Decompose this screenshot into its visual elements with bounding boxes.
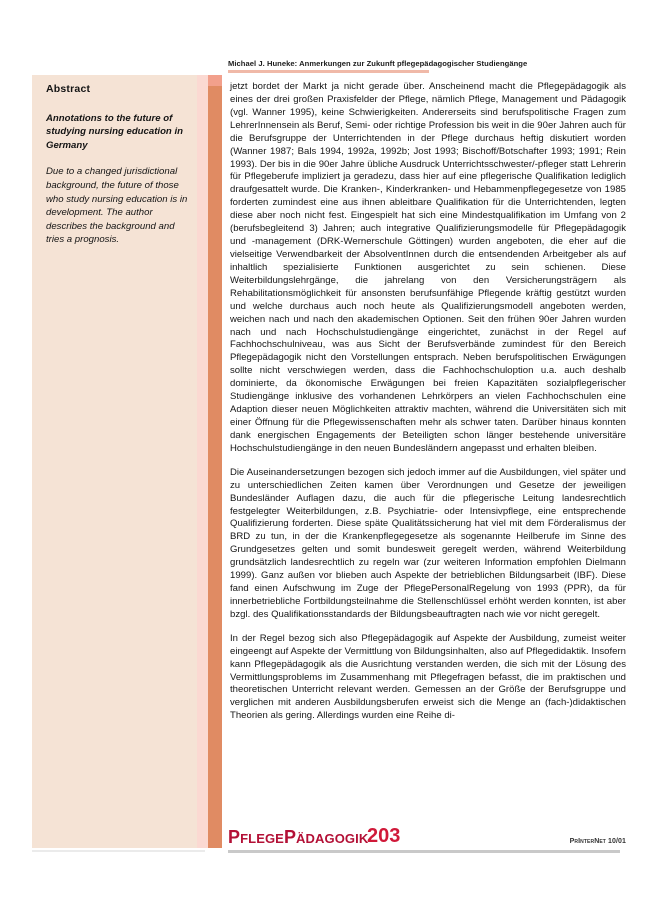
abstract-text: Due to a changed jurisdictional background, the future of those who study nursing education is in development. The author describes the background and tries a prognosis. <box>46 166 188 246</box>
page-number: 203 <box>367 825 401 847</box>
footer-rule <box>228 850 620 853</box>
abstract-box <box>32 75 205 848</box>
journal-logo: PflegePädagogik <box>228 827 369 847</box>
column-divider-orange-cap <box>208 75 222 86</box>
issue-label: PrInterNet 10/01 <box>569 838 626 845</box>
abstract-heading: Annotations to the future of studying nursing education in Germany <box>46 112 183 151</box>
column-divider-pink <box>197 75 208 848</box>
running-head-rule <box>228 70 429 73</box>
abstract-bottom-rule <box>32 850 205 852</box>
body-paragraph: In der Regel bezog sich also Pflegepädagogik auf Aspekte der Ausbildung, zumeist weiter eingeengt auf Aspekte der Vermittlung von Bildungsinhalten, also auf Pflegedidaktik. Insofern kann Pflegepädagogik als die Ausrichtung verstanden werden, die sich mit der Lösung des Vermittlungsproblems im Zusammenhang mit Pflegefragen befasst, die im praktischen und theoretischen Unterricht relevant werden. Gemessen an der Größe der Berufsgruppe und verglichen mit anderen Ausbildungsberufen erweist sich die Menge an (fach-)didaktischen Theorien als gering. Allerdings wurden eine Reihe di- <box>230 632 626 722</box>
body-paragraph: Die Auseinandersetzungen bezogen sich jedoch immer auf die Ausbildungen, viel später und zu unterschiedlichen Zeiten kamen über Verordnungen und Gesetze der jeweiligen Bundesländer Auflagen dazu, die auch für die pflegerische Leitung landesrechtlich festgelegter Weiterbildungen, z.B. Psychiatrie- oder Intensivpflege, eine entsprechende Qualifizierung forderten. Diese späte Qualitätssicherung hat viel mit dem Förderalismus der BRD zu tun, in der die Krankenpflegegesetze als sogenannte Heilberufe im Sinne des Grundgesetzes gelten und somit bundesweit geregelt werden, während Weiterbildung grundsätzlich landesrechtlich zu regeln war (zur weiteren Information empfohlen Dielmann 1999). Ganz außen vor blieben auch Aspekte der betrieblichen Bildungsarbeit (IBF). Diese fand einen Aufschwung im Zuge der PflegePersonalRegelung von 1993 (PPR), da für innerbetriebliche Fortbildungsteilnahme die Stellenschlüssel erhöht werden konnten, ist aber bzgl. des Qualifikationsstandards der Bildungsbeauftragten nach wie vor nicht geregelt. <box>230 466 626 620</box>
abstract-content <box>32 75 205 247</box>
running-head: Michael J. Huneke: Anmerkungen zur Zukunft pflegepädagogischer Studiengänge <box>228 59 528 68</box>
column-divider-orange <box>208 75 222 848</box>
body-paragraph: jetzt bordet der Markt ja nicht gerade über. Anscheinend macht die Pflegepädagogik als eines der drei großen Praxisfelder der Pflege, nämlich Pflege, Management und Pädagogik (vgl. Wanner 1995), keine Schwierigkeiten. Andererseits sind berufspolitische Fragen zum LehrerInnensein als Beruf, Semi- oder richtige Profession bis weit in die 90er Jahren auch für die Berufsgruppe der Unterrichtenden in der Pflege durchaus heftig diskutiert worden (Wanner 1987; Bals 1994, 1992a, 1992b; Jost 1993; Bischoff/Botschafter 1993; 1991; Rein 1993). Der bis in die 90er Jahre übliche Ausdruck Unterrichtsschwester/-pfleger statt Lehrerin für Pflegeberufe impliziert ja geradezu, dass hier auf eine pflegerische Qualifikation lediglich draufgesattelt wurde. Die Kranken-, Kinderkranken- und Hebammenpflegegesetze von 1985 forderten zumindest eine aus ihnen ableitbare Qualifikation für die Unterrichtenden, legten diese aber noch nicht fest. Eingespielt hat sich eine Mindestqualifikation im Umfang von 2 (berufsbegleitend 3) Jahren; auch integrative Qualifizierungsmodelle für Pflegepädagogik und -management (DRK-Wernerschule Göttingen) wurden angeboten, die eher auf die vielseitige Verwendbarkeit der AbsolventInnen durch die entsendenden Arbeitgeber als auf inhaltlich spezialisierte Funktionen ausgerichtet zu sein schienen. Diese Weiterbildungslehrgänge, die jahrelang von den Versicherungsträgern als Rehabilitationsmöglichkeit für ansonsten berufsunfähige Pflegende kräftig gestützt wurden und welche durchaus auch noch heute als Qualifizierungsmodell angeboten werden, weichen nach und nach den akademischen Optionen. Seit den frühen 90er Jahren wurden nach und nach Hochschulstudiengänge eingerichtet, zunächst in der Regel auf Fachhochschulniveau, was aus Sicht der Berufsverbände zumindest für den Bereich Pflegepädagogik nicht den Vorstellungen entsprach. Neben berufspolitischen Erwägungen sollte nicht verschwiegen werden, dass die Fachhochschuloption u.a. auch deshalb dominierte, da ökonomische Erwägungen bei freien Kapazitäten sozialpflegerischer Studiengänge inklusive des vorhandenen Lehrkörpers an vielen Fachhochschulen eine Adaption dieser neuen Möglichkeiten attraktiv machten, während die Universitäten sich mit einer Öffnung für die Pflegewissenschaften mehr als schwer taten. Darüber hinaus konnten dank energischen Engagements der Beteiligten schon länger bestehende universitäre Hochschulstudiengänge in den neuen Bundesländern angepasst und erhalten bleiben. <box>230 81 626 454</box>
abstract-title: Abstract <box>46 83 91 95</box>
article-body <box>230 81 626 723</box>
